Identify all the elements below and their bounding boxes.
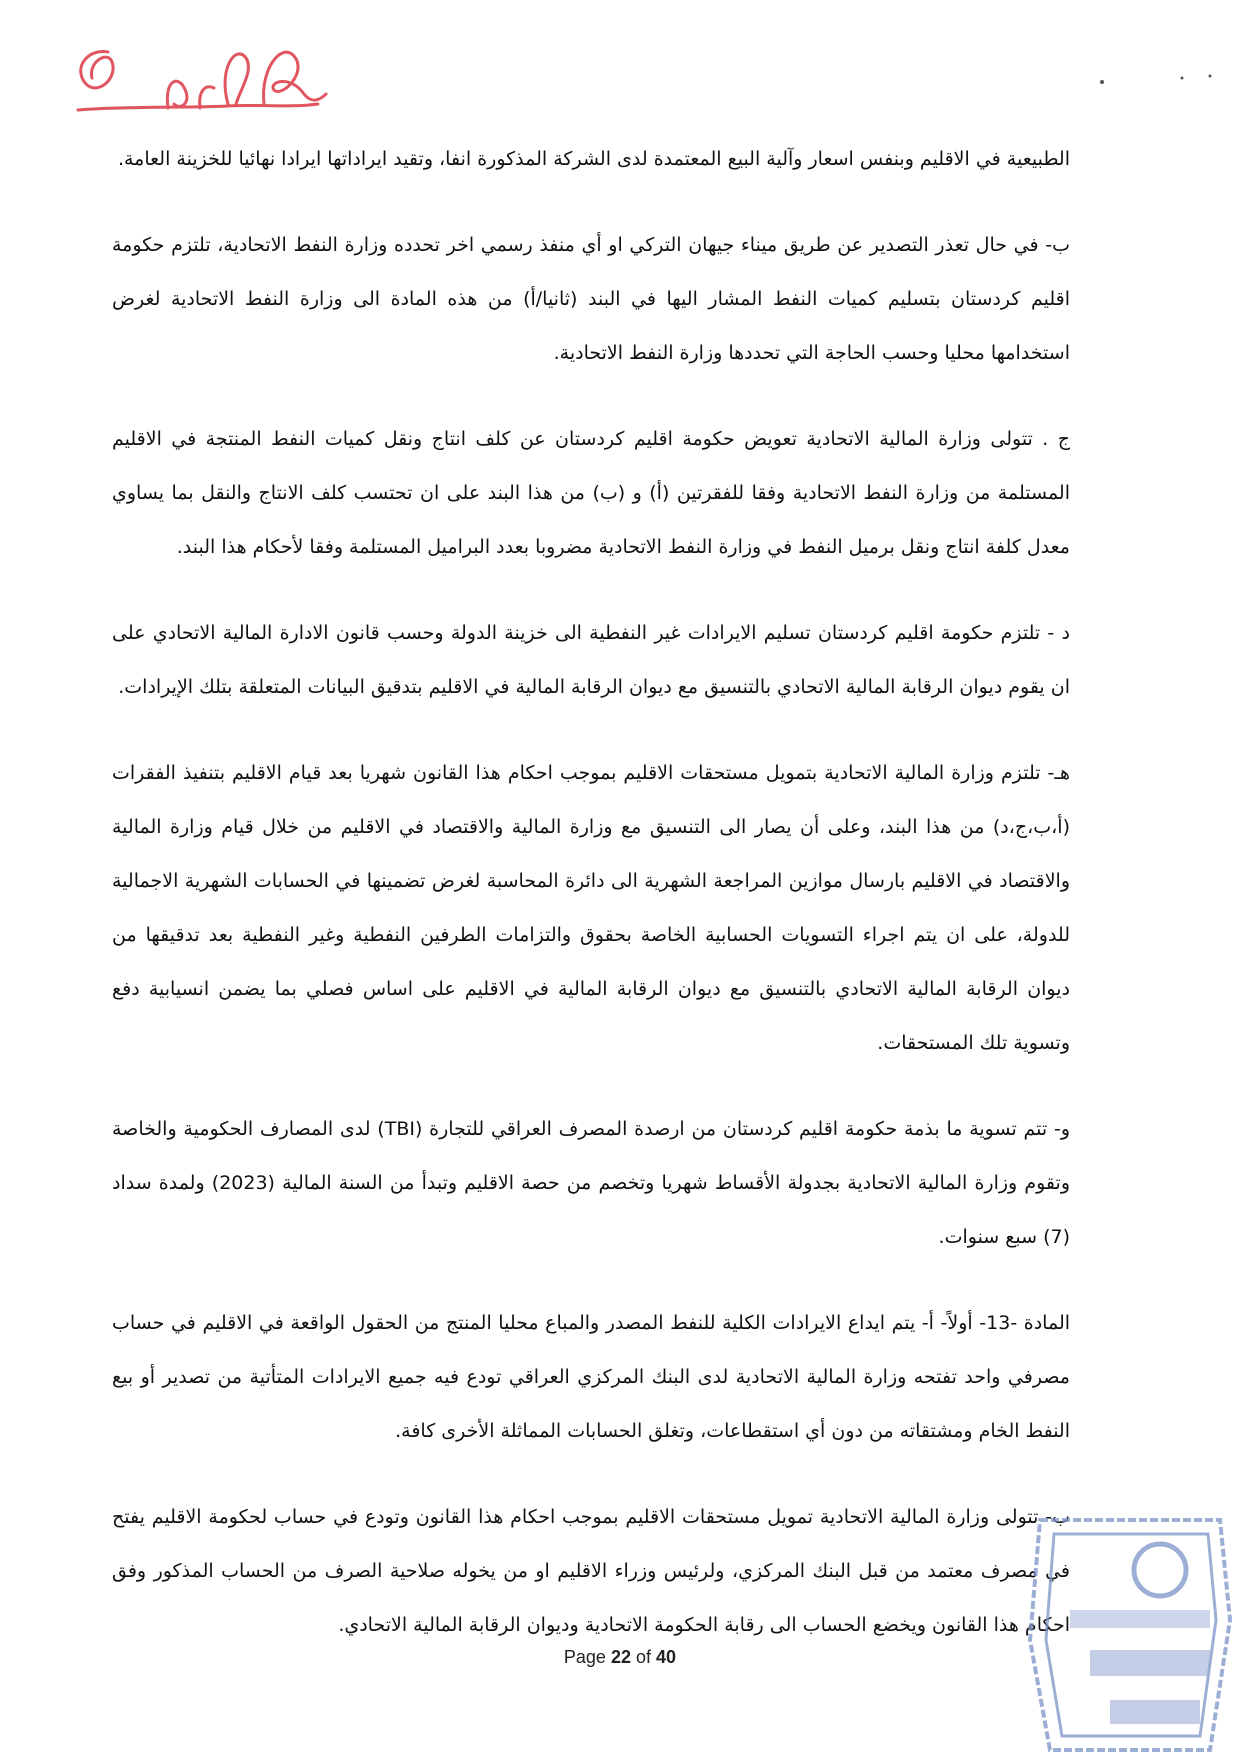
paragraph-article-13-b: ب- تتولى وزارة المالية الاتحادية تمويل مستحقات الاقليم بموجب احكام هذا القانون وتودع في حساب لحكومة الاقليم يفتح في مصرف معتمد من قبل البنك المركزي، ولرئيس وزراء الاقليم او من يخوله صلاحية الصرف من الحساب المذكور وفق احكام هذا القانون ويخضع الحساب الى رقابة الحكومة الاتحادية وديوان الرقابة المالية الاتحادي. [112,1506,1070,1636]
current-page-number: 22 [610,1647,631,1667]
paragraph-oil-sales-revenue: الطبيعية في الاقليم وبنفس اسعار وآلية البيع المعتمدة لدى الشركة المذكورة انفا، وتقيد ايراداتها ايرادا نهائيا للخزينة العامة. [117,148,1070,170]
scan-specks [1090,70,1220,100]
handwritten-signature [68,38,338,128]
of-label: of [636,1647,652,1667]
paragraph-clause-e-funding: هـ- تلتزم وزارة المالية الاتحادية بتمويل مستحقات الاقليم بموجب احكام هذا القانون شهريا بعد قيام الاقليم بتنفيذ الفقرات (أ،ب،ج،د) من هذا البند، وعلى أن يصار الى التنسيق مع وزارة المالية والاقتصاد في الاقليم من خلال قيام وزارة المالية والاقتصاد في الاقليم بارسال موازين المراجعة الشهرية الى دائرة المحاسبة لغرض تضمينها في الحسابات الشهرية الاجمالية للدولة، على ان يتم اجراء التسويات الحسابية الخاصة بحقوق والتزامات الطرفين النفطية وغير النفطية بعد تدقيقها من ديوان الرقابة المالية الاتحادي بالتنسيق مع ديوان الرقابة المالية في الاقليم على اساس فصلي بما يضمن انسيابية دفع وتسوية تلك المستحقات. [112,762,1070,1054]
paragraph-clause-d-non-oil-revenue: د - تلتزم حكومة اقليم كردستان تسليم الايرادات غير النفطية الى خزينة الدولة وحسب قانون الادارة المالية الاتحادي على ان يقوم ديوان الرقابة المالية الاتحادي بالتنسيق مع ديوان الرقابة المالية في الاقليم بتدقيق البيانات المتعلقة بتلك الإيرادات. [112,622,1070,698]
paragraph-article-13-first-a: المادة -13- أولاً- أ- يتم ايداع الايرادات الكلية للنفط المصدر والمباع محليا المنتج من الحقول الواقعة في الاقليم في حساب مصرفي واحد تفتحه وزارة المالية الاتحادية لدى البنك المركزي العراقي تودع فيه جميع الايرادات المتأتية من تصدير أو بيع النفط الخام ومشتقاته من دون أي استقطاعات، وتغلق الحسابات المماثلة الأخرى كافة. [112,1312,1071,1442]
document-body [112,132,1070,1684]
page-label: Page [563,1647,606,1667]
paragraph-clause-c-compensation: ج . تتولى وزارة المالية الاتحادية تعويض حكومة اقليم كردستان عن كلف انتاج ونقل كميات النفط المنتجة في الاقليم المستلمة من وزارة النفط الاتحادية وفقا للفقرتين (أ) و (ب) من هذا البند على ان تحتسب كلف الانتاج والنقل بما يساوي معدل كلفة انتاج ونقل برميل النفط في وزارة النفط الاتحادية مضروبا بعدد البراميل المستلمة وفقا لأحكام هذا البند. [112,428,1070,558]
page-footer [0,1647,1240,1668]
total-pages-number: 40 [656,1647,677,1667]
paragraph-clause-f-tbi-settlement: و- تتم تسوية ما بذمة حكومة اقليم كردستان من ارصدة المصرف العراقي للتجارة (TBI) لدى المصارف الحكومية والخاصة وتقوم وزارة المالية الاتحادية بجدولة الأقساط شهريا وتخصم من حصة الاقليم وتبدأ من السنة المالية (2023) ولمدة سداد (7) سبع سنوات. [112,1118,1071,1248]
official-stamp [1010,1500,1240,1754]
paragraph-clause-b-export: ب- في حال تعذر التصدير عن طريق ميناء جيهان التركي او أي منفذ رسمي اخر تحدده وزارة النفط الاتحادية، تلتزم حكومة اقليم كردستان بتسليم كميات النفط المشار اليها في البند (ثانيا/أ) من هذه المادة الى وزارة النفط الاتحادية لغرض استخدامها محليا وحسب الحاجة التي تحددها وزارة النفط الاتحادية. [112,234,1070,364]
